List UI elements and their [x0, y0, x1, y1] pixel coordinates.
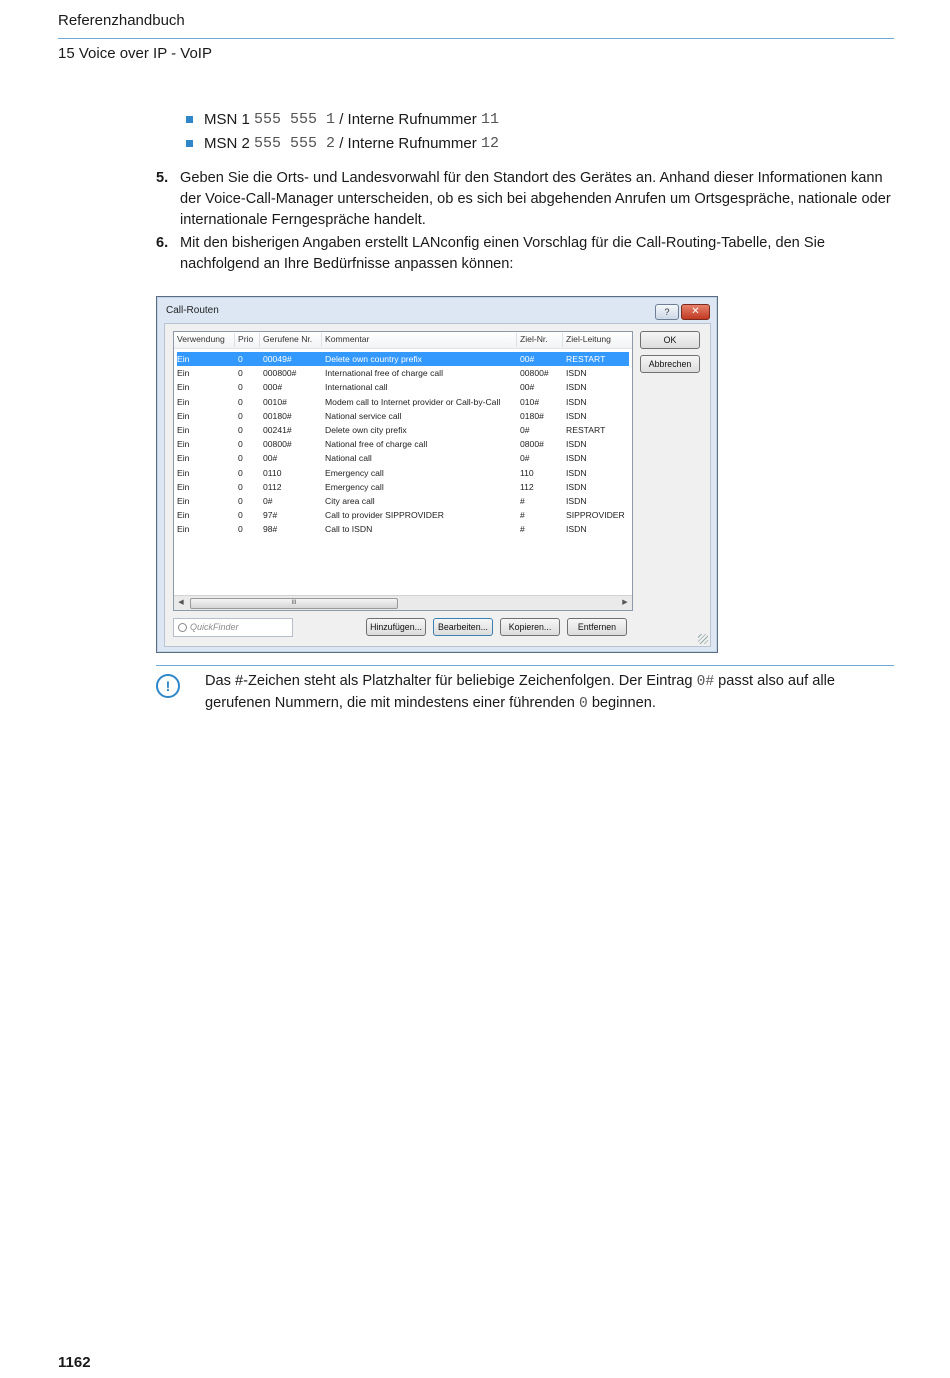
- table-cell: City area call: [325, 496, 375, 506]
- table-cell: 00#: [520, 354, 535, 364]
- msn-number: 555 555 2: [254, 135, 336, 152]
- table-cell: 0: [238, 410, 243, 421]
- table-cell: Ein: [177, 496, 190, 506]
- close-button[interactable]: ✕: [681, 304, 710, 320]
- step-text: Mit den bisherigen Angaben erstellt LANconfig einen Vorschlag für die Call-Routing-Tabelle, den Sie nachfolgend an Ihre Bedürfnisse anpassen können:: [180, 235, 825, 272]
- table-cell: 110: [520, 467, 534, 478]
- table-cell: National free of charge call: [325, 439, 428, 450]
- table-cell: Call to ISDN: [325, 524, 373, 535]
- table-cell: 0: [238, 439, 243, 450]
- internal-number-label: / Interne Rufnummer: [339, 135, 477, 152]
- column-separator[interactable]: [516, 333, 517, 347]
- table-cell: #: [520, 524, 525, 535]
- table-cell: 0: [238, 368, 243, 379]
- table-cell: 00241#: [263, 425, 292, 435]
- table-cell: 010#: [520, 396, 540, 407]
- header-rule: [58, 38, 894, 39]
- horizontal-scrollbar[interactable]: [174, 595, 632, 610]
- step-text: Geben Sie die Orts- und Landesvorwahl für den Standort des Gerätes an. Anhand dieser Informationen kann der Voice-Call-Manager unterscheiden, ob es sich bei abgehenden Anrufen um Ortsgespräche, nationale oder internationale Ferngespräche handelt.: [180, 170, 891, 228]
- table-cell: 0: [238, 524, 243, 535]
- note-rule: [156, 665, 894, 666]
- table-row[interactable]: [177, 409, 629, 423]
- ok-button[interactable]: OK: [640, 331, 700, 349]
- quickfinder-input[interactable]: [173, 618, 293, 637]
- table-cell: 0: [238, 382, 243, 393]
- help-button[interactable]: ?: [655, 304, 679, 320]
- table-cell: 0#: [263, 496, 273, 506]
- table-row[interactable]: [177, 466, 629, 480]
- table-cell: 0010#: [263, 396, 287, 407]
- scroll-right-icon[interactable]: ▶: [622, 599, 628, 606]
- table-row[interactable]: [177, 437, 629, 451]
- table-cell: 00180#: [263, 410, 292, 421]
- note-code: 0: [578, 696, 588, 712]
- column-separator[interactable]: [562, 333, 563, 347]
- search-icon: [178, 623, 187, 632]
- table-cell: Ein: [177, 354, 190, 364]
- column-separator[interactable]: [234, 333, 235, 347]
- table-cell: 000#: [263, 382, 283, 393]
- table-header: [174, 332, 632, 349]
- column-header-target-number[interactable]: Ziel-Nr.: [520, 334, 548, 344]
- table-cell: 0: [238, 510, 243, 521]
- note-code: 0#: [696, 674, 715, 690]
- table-cell: ISDN: [566, 382, 587, 393]
- table-cell: Ein: [177, 410, 190, 421]
- table-row[interactable]: [177, 366, 629, 380]
- table-cell: Ein: [177, 396, 190, 407]
- table-cell: Ein: [177, 510, 190, 521]
- table-cell: 00800#: [520, 368, 549, 379]
- note-part: Das #-Zeichen steht als Platzhalter für beliebige Zeichenfolgen. Der Eintrag: [205, 673, 693, 689]
- table-cell: Modem call to Internet provider or Call-by-Call: [325, 396, 501, 407]
- table-cell: 0#: [520, 425, 530, 435]
- table-cell: Ein: [177, 368, 190, 379]
- table-cell: International call: [325, 382, 388, 393]
- table-cell: Ein: [177, 481, 190, 492]
- scroll-left-icon[interactable]: ◀: [178, 599, 184, 606]
- table-cell: 112: [520, 481, 534, 492]
- quickfinder-placeholder: QuickFinder: [190, 622, 239, 632]
- table-cell: Ein: [177, 524, 190, 535]
- table-cell: National call: [325, 453, 372, 464]
- msn-label: MSN 1: [204, 111, 250, 128]
- table-cell: 0: [238, 396, 243, 407]
- note-part: passt also auf alle gerufenen Nummern, die mit mindestens einer führenden: [205, 673, 835, 711]
- page-number: 1162: [58, 1354, 91, 1371]
- column-separator[interactable]: [259, 333, 260, 347]
- column-separator[interactable]: [321, 333, 322, 347]
- internal-number-label: / Interne Rufnummer: [339, 111, 477, 128]
- table-cell: ISDN: [566, 481, 587, 492]
- table-cell: ISDN: [566, 453, 587, 464]
- internal-number: 11: [480, 111, 499, 128]
- table-cell: Delete own city prefix: [325, 425, 407, 435]
- table-row[interactable]: [177, 423, 629, 437]
- table-cell: Ein: [177, 453, 190, 464]
- internal-number: 12: [480, 135, 499, 152]
- table-row[interactable]: [177, 395, 629, 409]
- table-row[interactable]: [177, 451, 629, 465]
- table-cell: 0110: [263, 467, 282, 478]
- table-cell: Ein: [177, 439, 190, 450]
- table-cell: 00049#: [263, 354, 292, 364]
- table-row[interactable]: [177, 380, 629, 394]
- table-cell: 0800#: [520, 439, 544, 450]
- table-cell: #: [520, 496, 525, 506]
- remove-button[interactable]: Entfernen: [567, 618, 627, 636]
- table-cell: ISDN: [566, 396, 587, 407]
- table-cell: ISDN: [566, 368, 587, 379]
- table-cell: RESTART: [566, 425, 606, 435]
- note-text: [205, 671, 895, 715]
- table-cell: Call to provider SIPPROVIDER: [325, 510, 444, 521]
- table-cell: ISDN: [566, 410, 587, 421]
- table-row[interactable]: [177, 480, 629, 494]
- table-cell: SIPPROVIDER: [566, 510, 625, 521]
- step-6: [156, 233, 896, 275]
- table-cell: 0: [238, 481, 243, 492]
- table-cell: ISDN: [566, 439, 587, 450]
- table-cell: RESTART: [566, 354, 606, 364]
- table-cell: Ein: [177, 467, 190, 478]
- table-row[interactable]: [177, 508, 629, 522]
- bullet-square-icon: [186, 116, 193, 123]
- table-cell: Delete own country prefix: [325, 354, 422, 364]
- column-header-called-number[interactable]: Gerufene Nr.: [263, 334, 313, 344]
- dialog-client-area: [164, 323, 711, 647]
- edit-button[interactable]: Bearbeiten...: [433, 618, 493, 636]
- table-cell: 0: [238, 467, 243, 478]
- info-exclamation-icon: !: [156, 674, 180, 698]
- call-routes-table[interactable]: [173, 331, 633, 611]
- call-routes-dialog: [156, 296, 718, 653]
- table-cell: 00800#: [263, 439, 292, 450]
- table-cell: 98#: [263, 524, 278, 535]
- table-row[interactable]: [177, 494, 629, 508]
- table-cell: ISDN: [566, 524, 587, 535]
- table-cell: #: [520, 510, 525, 521]
- bullet-item-msn2: [186, 135, 499, 152]
- table-cell: ISDN: [566, 467, 587, 478]
- add-button[interactable]: Hinzufügen...: [366, 618, 426, 636]
- table-cell: Ein: [177, 425, 190, 435]
- chapter-title: 15 Voice over IP - VoIP: [58, 45, 212, 62]
- dialog-title: Call-Routen: [166, 305, 219, 316]
- table-cell: Emergency call: [325, 467, 384, 478]
- copy-button[interactable]: Kopieren...: [500, 618, 560, 636]
- bullet-square-icon: [186, 140, 193, 147]
- table-cell: 97#: [263, 510, 278, 521]
- table-cell: 0: [238, 425, 243, 435]
- table-cell: 0: [238, 354, 243, 364]
- msn-number: 555 555 1: [254, 111, 336, 128]
- table-cell: Ein: [177, 382, 190, 393]
- step-number: 5.: [156, 170, 169, 186]
- step-number: 6.: [156, 235, 169, 251]
- column-header-comment[interactable]: Kommentar: [325, 334, 370, 344]
- bullet-item-msn1: [186, 111, 499, 128]
- table-cell: International free of charge call: [325, 368, 443, 379]
- scrollbar-thumb[interactable]: III: [190, 598, 398, 609]
- table-cell: National service call: [325, 410, 402, 421]
- table-cell: Emergency call: [325, 481, 384, 492]
- table-cell: 0: [238, 496, 243, 506]
- table-cell: 00#: [520, 382, 535, 393]
- note-part: beginnen.: [591, 695, 656, 711]
- table-cell: ISDN: [566, 496, 587, 506]
- step-5: [156, 168, 896, 231]
- resize-grip-icon[interactable]: [698, 634, 708, 644]
- table-cell: 0180#: [520, 410, 544, 421]
- table-cell: 000800#: [263, 368, 297, 379]
- table-row[interactable]: [177, 352, 629, 366]
- column-header-target-line[interactable]: Ziel-Leitung: [566, 334, 611, 344]
- column-header-usage[interactable]: Verwendung: [177, 334, 225, 344]
- table-cell: 0#: [520, 453, 530, 464]
- table-row[interactable]: [177, 522, 629, 536]
- running-header-title: Referenzhandbuch: [58, 12, 185, 29]
- column-header-prio[interactable]: Prio: [238, 334, 254, 344]
- table-cell: 00#: [263, 453, 278, 464]
- cancel-button[interactable]: Abbrechen: [640, 355, 700, 373]
- msn-label: MSN 2: [204, 135, 250, 152]
- table-cell: 0: [238, 453, 243, 464]
- table-cell: 0112: [263, 481, 282, 492]
